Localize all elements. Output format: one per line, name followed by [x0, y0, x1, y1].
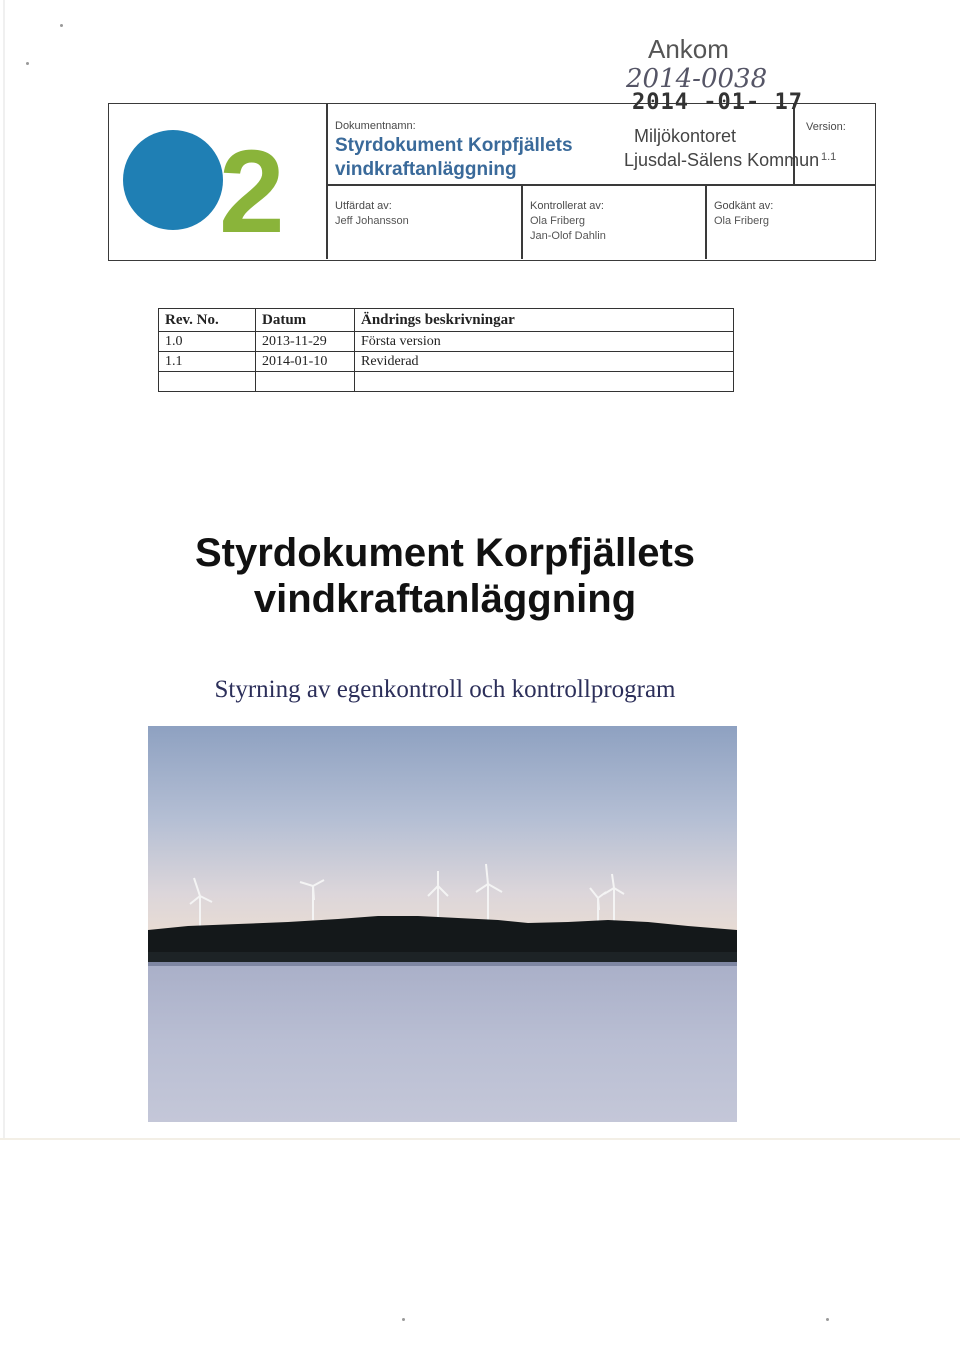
col-rev-no: Rev. No.: [159, 309, 256, 332]
shoreline: [148, 952, 737, 962]
change-cell: Reviderad: [355, 352, 734, 372]
page-subtitle: Styrning av egenkontroll och kontrollprogram: [214, 676, 676, 703]
page-title: [0, 530, 890, 622]
rev-no-cell: [159, 372, 256, 392]
col-datum: Datum: [256, 309, 355, 332]
table-row: [159, 372, 734, 392]
stamp-office: Miljökontoret: [634, 126, 737, 146]
rev-no-cell: 1.1: [159, 352, 256, 372]
title-line1: Styrdokument Korpfjällets: [194, 531, 696, 575]
prepared-label: Utfärdat av:: [335, 200, 392, 212]
checked-label: Kontrollerat av:: [530, 200, 604, 212]
o2-logo-mark: [121, 124, 311, 244]
header-divider: [793, 104, 795, 184]
svg-text:2: 2: [219, 126, 285, 244]
checked-by-2: Jan-Olof Dahlin: [530, 230, 606, 242]
scan-speck: [402, 1318, 405, 1321]
checked-by-1: Ola Friberg: [530, 215, 586, 227]
change-cell: [355, 372, 734, 392]
header-divider: [705, 184, 707, 259]
version-label: Version:: [806, 121, 846, 133]
doc-name-label: Dokumentnamn:: [335, 120, 416, 132]
approved-by: Ola Friberg: [714, 215, 770, 227]
table-row: [159, 352, 734, 372]
prepared-by: Jeff Johansson: [335, 215, 409, 227]
doc-name-line2: vindkraftanläggning: [335, 159, 517, 180]
document-header: [108, 103, 876, 261]
table-row: [159, 332, 734, 352]
approved-label: Godkänt av:: [714, 200, 774, 212]
col-changes: Ändrings beskrivningar: [355, 309, 734, 332]
header-divider: [326, 184, 875, 186]
revision-table-header: [159, 309, 734, 332]
stamp-ankom: Ankom: [648, 34, 729, 64]
rev-no-cell: 1.0: [159, 332, 256, 352]
title-line2: vindkraftanläggning: [253, 577, 637, 621]
o2-logo: [109, 104, 326, 259]
doc-name-line1: Styrdokument Korpfjällets: [335, 135, 573, 156]
sky: [148, 726, 737, 936]
scan-speck: [60, 24, 63, 27]
stamp-kommun: Ljusdal-Sälens Kommun: [624, 150, 820, 170]
date-cell: 2014-01-10: [256, 352, 355, 372]
stamp-date: 2014 -01- 17: [632, 90, 803, 115]
date-cell: [256, 372, 355, 392]
stamp-handwritten-number: 2014-0038: [626, 64, 768, 94]
header-divider: [521, 184, 523, 259]
scan-speck: [826, 1318, 829, 1321]
frozen-lake: [148, 962, 737, 1122]
header-divider: [326, 104, 328, 259]
wind-farm-photo: [148, 726, 737, 1122]
date-cell: 2013-11-29: [256, 332, 355, 352]
change-cell: Första version: [355, 332, 734, 352]
scan-speck: [26, 62, 29, 65]
doc-name: [335, 134, 573, 182]
lake-edge: [148, 962, 737, 966]
version-value: 1.1: [821, 151, 837, 163]
page-fold-line: [0, 1138, 960, 1140]
revision-table: [158, 308, 734, 392]
